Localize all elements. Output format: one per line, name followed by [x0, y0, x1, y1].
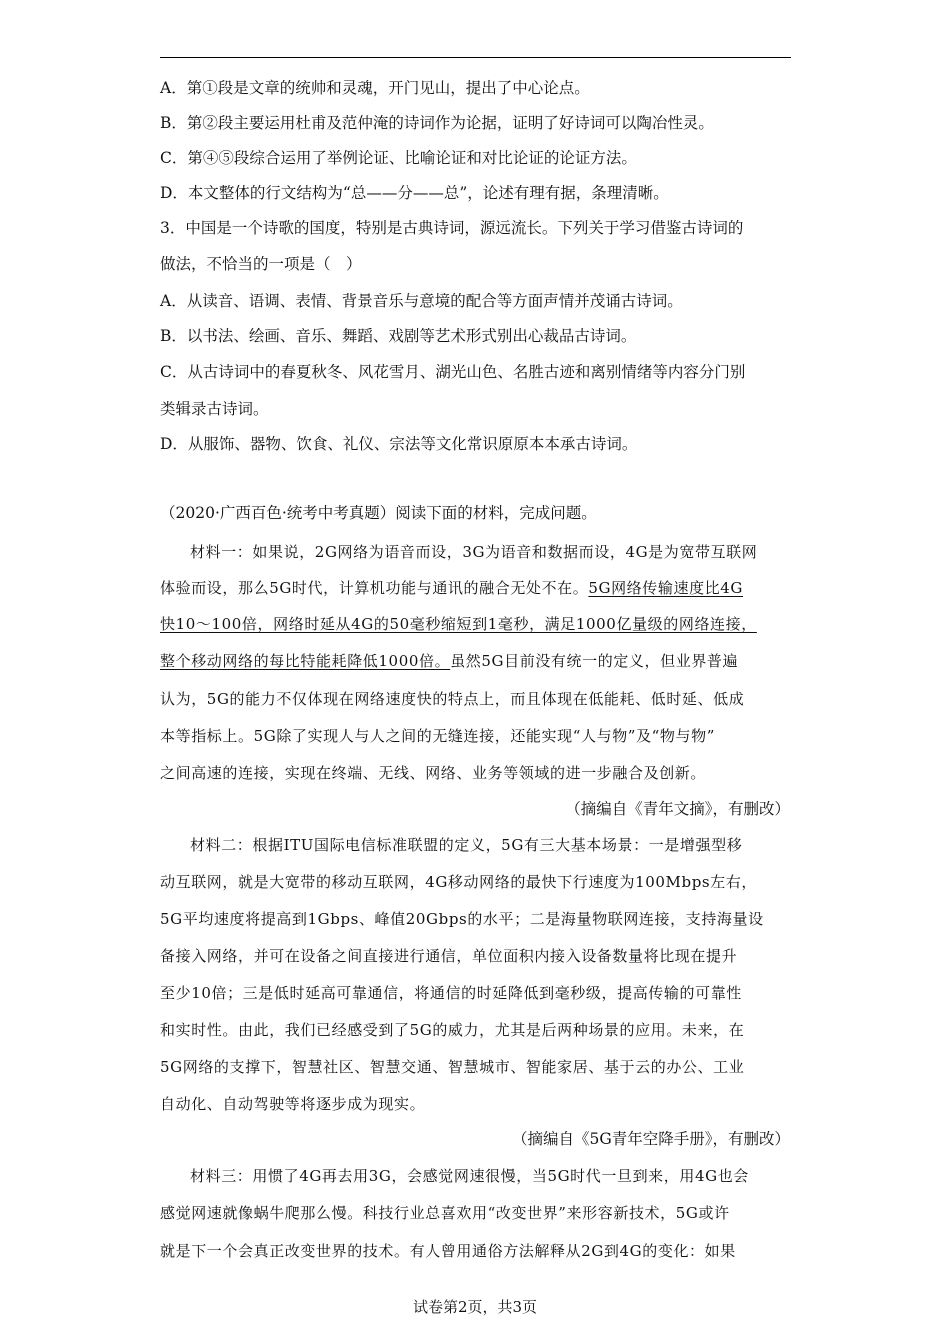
- material2-line5: 至少10倍；三是低时延高可靠通信，将通信的时延降低到毫秒级，提高传输的可靠性: [160, 984, 742, 1002]
- material2-line8: 自动化、自动驾驶等将逐步成为现实。: [160, 1095, 426, 1113]
- material1-line4-underlined: 整个移动网络的每比特能耗降低1000倍。: [160, 652, 451, 670]
- q3-stem-line2: 做法，不恰当的一项是（ ）: [160, 255, 362, 273]
- q2-option-c: C．第④⑤段综合运用了举例论证、比喻论证和对比论证的论证方法。: [160, 149, 637, 167]
- material3-line1: 材料三：用惯了4G再去用3G，会感觉网速很慢，当5G时代一旦到来，用4G也会: [190, 1167, 749, 1185]
- q3-option-b: B．以书法、绘画、音乐、舞蹈、戏剧等艺术形式别出心裁品古诗词。: [160, 327, 637, 345]
- material1-source: （摘编自《青年文摘》，有删改）: [565, 800, 790, 818]
- material2-line2: 动互联网，就是大宽带的移动互联网，4G移动网络的最快下行速度为100Mbps左右，: [160, 873, 758, 891]
- material2-line1: 材料二：根据ITU国际电信标准联盟的定义，5G有三大基本场景：一是增强型移: [190, 836, 743, 854]
- q3-option-d: D．从服饰、器物、饮食、礼仪、宗法等文化常识原原本本承古诗词。: [160, 435, 638, 453]
- material1-line7: 之间高速的连接，实现在终端、无线、网络、业务等领域的进一步融合及创新。: [160, 764, 707, 782]
- material3-line3: 就是下一个会真正改变世界的技术。有人曾用通俗方法解释从2G到4G的变化：如果: [160, 1242, 736, 1260]
- material1-line2-underlined: 5G网络传输速度比4G: [588, 579, 743, 597]
- q3-option-c-line1: C．从古诗词中的春夏秋冬、风花雪月、湖光山色、名胜古迹和离别情绪等内容分门别: [160, 363, 746, 381]
- q2-option-b: B．第②段主要运用杜甫及范仲淹的诗词作为论据，证明了好诗词可以陶冶性灵。: [160, 114, 714, 132]
- material1-line6: 本等指标上。5G除了实现人与人之间的无缝连接，还能实现“人与物”及“物与物”: [160, 727, 716, 745]
- material2-line6: 和实时性。由此，我们已经感受到了5G的威力，尤其是后两种场景的应用。未来，在: [160, 1021, 745, 1039]
- material1-line2-text: 体验而设，那么5G时代，计算机功能与通讯的融合无处不在。: [160, 579, 589, 597]
- material1-line4: [160, 651, 738, 671]
- material2-line7: 5G网络的支撑下，智慧社区、智慧交通、智慧城市、智能家居、基于云的办公、工业: [160, 1058, 745, 1076]
- material1-line3-underlined: 快10～100倍，网络时延从4G的50毫秒缩短到1毫秒，满足1000亿量级的网络连接，: [160, 615, 757, 633]
- reading-intro: （2020·广西百色·统考中考真题）阅读下面的材料，完成问题。: [160, 504, 597, 522]
- header-rule: [160, 57, 791, 58]
- q3-stem-line1: 3．中国是一个诗歌的国度，特别是古典诗词，源远流长。下列关于学习借鉴古诗词的: [160, 219, 744, 237]
- material2-line3: 5G平均速度将提高到1Gbps、峰值20Gbps的水平；二是海量物联网连接，支持海量设: [160, 910, 764, 928]
- material1-line2: [160, 578, 743, 598]
- q3-option-c-line2: 类辑录古诗词。: [160, 400, 269, 418]
- material3-line2: 感觉网速就像蜗牛爬那么慢。科技行业总喜欢用“改变世界”来形容新技术，5G或许: [160, 1204, 730, 1222]
- material2-line4: 备接入网络，并可在设备之间直接进行通信，单位面积内接入设备数量将比现在提升: [160, 947, 738, 965]
- q2-option-d: D．本文整体的行文结构为“总——分——总”，论述有理有据，条理清晰。: [160, 184, 669, 202]
- material1-line1: 材料一：如果说，2G网络为语音而设，3G为语音和数据而设，4G是为宽带互联网: [190, 543, 758, 561]
- page-footer: 试卷第2页，共3页: [412, 1298, 538, 1316]
- material1-line4-text: 虽然5G目前没有统一的定义，但业界普遍: [450, 652, 739, 670]
- material2-source: （摘编自《5G青年空降手册》，有删改）: [512, 1130, 790, 1148]
- q2-option-a: A．第①段是文章的统帅和灵魂，开门见山，提出了中心论点。: [160, 79, 590, 97]
- material1-line5: 认为，5G的能力不仅体现在网络速度快的特点上，而且体现在低能耗、低时延、低成: [160, 690, 745, 708]
- q3-option-a: A．从读音、语调、表情、背景音乐与意境的配合等方面声情并茂诵古诗词。: [160, 292, 683, 310]
